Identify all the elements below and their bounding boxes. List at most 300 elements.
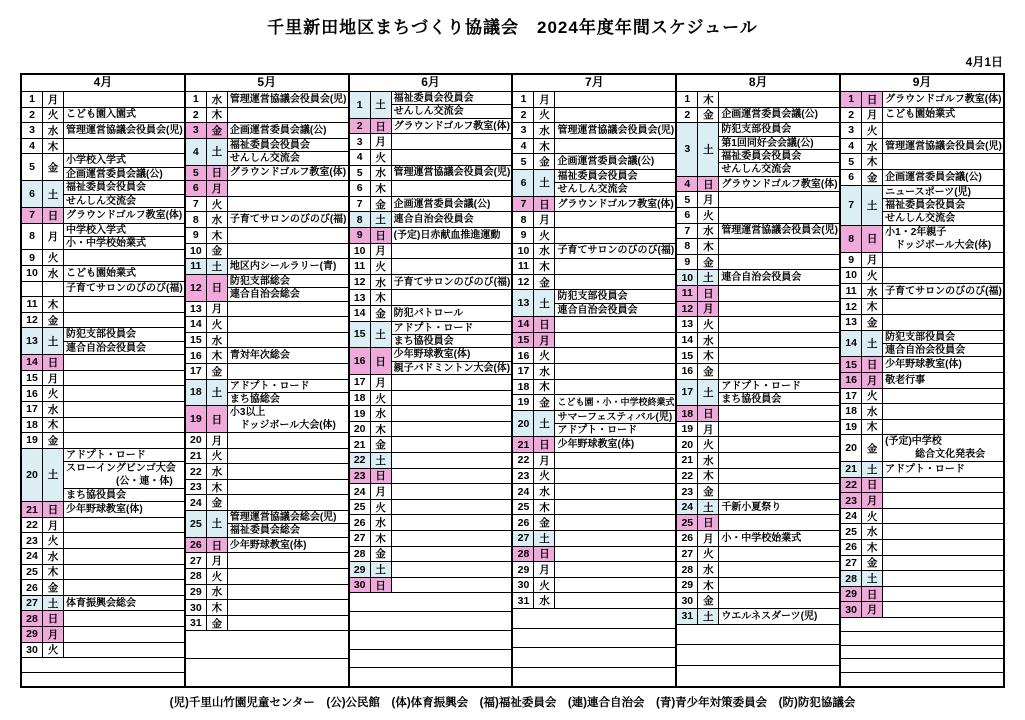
day-number: 14 (350, 306, 371, 321)
weekday: 金 (534, 275, 555, 290)
day-number: 13 (350, 290, 371, 305)
day-number: 19 (841, 420, 862, 435)
event-cell (392, 212, 512, 227)
event-text: 福祉委員会役員会 (66, 182, 146, 194)
event-entry (228, 139, 348, 151)
event-cell (883, 404, 1003, 419)
event-text: 管理運営協議会総会(児) (229, 512, 337, 524)
event-text: 子育てサロンのびのび(福) (393, 276, 511, 288)
weekday: 木 (371, 181, 392, 196)
empty-row (350, 592, 512, 611)
day-number: 25 (186, 511, 207, 537)
day-row (677, 122, 839, 176)
event-text: 子育てサロンのびのび(福) (557, 245, 675, 257)
day-row (350, 133, 512, 149)
day-number: 26 (22, 580, 43, 595)
empty-row (841, 672, 1003, 686)
day-number: 1 (22, 92, 43, 107)
weekday: 木 (207, 480, 228, 495)
day-row (186, 379, 348, 406)
event-text: 福祉委員会総会 (229, 525, 300, 537)
event-entry (228, 348, 348, 363)
event-cell (719, 437, 839, 452)
event-cell (392, 391, 512, 406)
day-number: 10 (186, 244, 207, 259)
event-entry (555, 423, 675, 436)
event-cell (392, 119, 512, 134)
event-text: アドプト・ロード (66, 449, 146, 461)
event-cell (228, 317, 348, 332)
event-text: せんしん交流会 (66, 195, 136, 207)
day-number: 8 (350, 212, 371, 227)
event-entry (228, 275, 348, 287)
day-number: 7 (677, 224, 698, 239)
weekday: 火 (698, 208, 719, 223)
event-entry (719, 392, 839, 405)
event-text: ニュースポーツ(児) (885, 186, 971, 198)
day-row (513, 483, 675, 499)
day-number: 20 (350, 422, 371, 437)
weekday: 土 (698, 123, 719, 176)
day-number: 23 (22, 533, 43, 548)
day-number: 31 (513, 593, 534, 608)
day-row (677, 592, 839, 608)
day-number: 23 (841, 493, 862, 508)
weekday: 火 (207, 449, 228, 464)
event-text: 連合自治会役員会 (66, 342, 146, 354)
weekday: 土 (862, 462, 883, 477)
weekday: 火 (534, 108, 555, 123)
day-row (350, 577, 512, 593)
weekday: 木 (43, 565, 64, 580)
day-row (841, 372, 1003, 388)
event-entry (719, 380, 839, 392)
day-row (677, 436, 839, 452)
event-entry (64, 449, 184, 462)
day-row (841, 555, 1003, 571)
weekday: 土 (862, 571, 883, 586)
empty-row (841, 617, 1003, 631)
day-row (186, 599, 348, 615)
event-cell (555, 108, 675, 123)
weekday: 金 (862, 315, 883, 330)
event-text: 体育振興会総会 (66, 597, 136, 609)
event-text: アドプト・ロード (393, 322, 474, 334)
day-number: 9 (350, 228, 371, 243)
day-number: 27 (22, 596, 43, 611)
day-row (22, 401, 184, 417)
event-cell (883, 170, 1003, 185)
event-cell (64, 433, 184, 448)
event-cell (719, 123, 839, 176)
event-entry (64, 123, 184, 138)
event-text: ドッジボール大会(体) (885, 239, 992, 251)
weekday: 火 (207, 197, 228, 212)
day-row (677, 107, 839, 123)
weekday: 火 (43, 108, 64, 123)
weekday: 木 (698, 348, 719, 363)
day-row (677, 207, 839, 223)
day-number: 26 (513, 515, 534, 530)
day-row (677, 191, 839, 207)
event-cell (228, 406, 348, 432)
event-text: ドッジボール大会(体) (229, 420, 336, 432)
event-entry (555, 437, 675, 452)
event-cell (883, 540, 1003, 555)
event-cell (719, 177, 839, 192)
event-entry (719, 123, 839, 135)
event-text: 子育てサロンのびのび(福) (229, 214, 347, 226)
empty-row (350, 649, 512, 668)
event-cell (555, 437, 675, 452)
day-number: 18 (513, 380, 534, 395)
day-row (22, 432, 184, 448)
event-cell (64, 580, 184, 595)
event-cell (228, 212, 348, 227)
weekday: 金 (698, 484, 719, 499)
event-cell (228, 181, 348, 196)
event-entry (883, 373, 1003, 388)
weekday: 水 (534, 364, 555, 379)
event-cell (392, 244, 512, 259)
event-cell (392, 547, 512, 562)
weekday: 金 (698, 364, 719, 379)
weekday: 日 (43, 502, 64, 517)
day-number: 31 (186, 616, 207, 631)
day-row (841, 403, 1003, 419)
month-header: 6月 (421, 75, 440, 89)
day-number: 25 (841, 524, 862, 539)
event-text: グラウンドゴルフ教室(体) (885, 93, 1002, 105)
weekday: 月 (698, 531, 719, 546)
event-entry (392, 228, 512, 243)
weekday: 金 (207, 616, 228, 631)
weekday: 金 (207, 244, 228, 259)
event-entry (228, 212, 348, 227)
day-row (22, 532, 184, 548)
event-entry (883, 331, 1003, 343)
event-cell (883, 602, 1003, 617)
day-number: 24 (513, 484, 534, 499)
event-cell (883, 435, 1003, 461)
day-number: 24 (186, 495, 207, 510)
weekday: 火 (698, 547, 719, 562)
day-row (513, 452, 675, 468)
day-number: 17 (841, 389, 862, 404)
event-cell (719, 317, 839, 332)
event-cell (228, 380, 348, 406)
event-text: 企画運営委員会議(公) (229, 124, 327, 136)
day-row (22, 265, 184, 281)
day-row (513, 363, 675, 379)
event-text: 子育てサロンのびのび(福) (885, 285, 1002, 297)
event-cell (64, 518, 184, 533)
event-text: こども園入園式 (66, 109, 136, 121)
weekday: 木 (534, 500, 555, 515)
day-number: 22 (22, 518, 43, 533)
event-entry (64, 181, 184, 193)
event-cell (392, 531, 512, 546)
day-row (677, 514, 839, 530)
day-row (841, 330, 1003, 357)
weekday: 月 (371, 134, 392, 149)
day-number: 26 (677, 531, 698, 546)
event-text: スローイングビンゴ大会 (66, 463, 176, 475)
day-row (513, 379, 675, 395)
weekday: 日 (371, 348, 392, 374)
day-row (186, 316, 348, 332)
event-cell (555, 395, 675, 410)
day-number: 7 (186, 197, 207, 212)
day-number: 29 (513, 562, 534, 577)
event-cell (883, 139, 1003, 154)
weekday: 日 (43, 611, 64, 626)
weekday: 水 (862, 404, 883, 419)
day-number: 29 (350, 562, 371, 577)
event-cell (392, 453, 512, 468)
event-cell (555, 244, 675, 259)
day-number: 4 (841, 139, 862, 154)
day-number: 18 (22, 418, 43, 433)
day-number: 27 (186, 553, 207, 568)
day-row (186, 494, 348, 510)
day-row (677, 608, 839, 624)
event-cell (64, 402, 184, 417)
event-text: 防犯支部総会 (229, 275, 290, 287)
event-entry (228, 166, 348, 181)
empty-row (513, 667, 675, 687)
day-row (513, 592, 675, 608)
day-row (677, 530, 839, 546)
weekday: 木 (43, 139, 64, 154)
day-number: 1 (841, 92, 862, 107)
weekday: 金 (862, 435, 883, 461)
event-cell (719, 609, 839, 624)
day-row (22, 180, 184, 207)
day-number: 24 (841, 509, 862, 524)
event-cell (392, 197, 512, 212)
day-number: 27 (841, 556, 862, 571)
day-number: 9 (841, 253, 862, 268)
empty-row (186, 630, 348, 658)
day-number: 16 (22, 386, 43, 401)
day-number: 6 (186, 181, 207, 196)
day-number: 21 (513, 437, 534, 452)
day-number: 4 (22, 139, 43, 154)
day-number: 7 (22, 208, 43, 223)
weekday: 火 (207, 317, 228, 332)
weekday: 木 (43, 418, 64, 433)
event-cell (64, 371, 184, 386)
day-row (350, 452, 512, 468)
event-entry (555, 244, 675, 259)
empty-row (677, 624, 839, 645)
event-entry (228, 380, 348, 392)
weekday: 月 (862, 253, 883, 268)
weekday: 水 (534, 593, 555, 608)
event-entry (392, 306, 512, 321)
day-number: 7 (841, 186, 862, 225)
day-number: 12 (186, 275, 207, 301)
event-entry (883, 170, 1003, 185)
day-number: 5 (841, 154, 862, 169)
day-row (350, 390, 512, 406)
weekday: 月 (862, 493, 883, 508)
event-cell (883, 389, 1003, 404)
event-entry (64, 502, 184, 517)
day-number: 5 (186, 166, 207, 181)
event-text: グラウンドゴルフ教室(体) (393, 120, 510, 132)
event-cell (64, 449, 184, 502)
weekday: 木 (371, 290, 392, 305)
event-cell (392, 578, 512, 593)
event-text: 防犯支部役員会 (557, 291, 628, 303)
day-number: 14 (513, 317, 534, 332)
weekday: 金 (43, 580, 64, 595)
weekday: 水 (862, 524, 883, 539)
event-text: 小3以上 (229, 407, 266, 419)
day-row (841, 523, 1003, 539)
day-row (677, 332, 839, 348)
event-cell (228, 538, 348, 553)
day-number: 26 (350, 515, 371, 530)
day-row (350, 483, 512, 499)
event-text: まち協役員会 (721, 393, 782, 405)
month-column-9 (841, 75, 1003, 686)
day-row (841, 539, 1003, 555)
event-cell (555, 484, 675, 499)
event-cell (555, 275, 675, 290)
weekday: 火 (43, 643, 64, 658)
weekday: 日 (862, 357, 883, 372)
weekday: 土 (534, 411, 555, 437)
day-number: 28 (350, 547, 371, 562)
event-cell (228, 495, 348, 510)
weekday: 月 (371, 375, 392, 390)
event-entry (719, 609, 839, 624)
weekday: 火 (43, 250, 64, 265)
day-number: 15 (841, 357, 862, 372)
weekday: 水 (43, 402, 64, 417)
event-cell (555, 197, 675, 212)
event-cell (555, 562, 675, 577)
day-row (186, 91, 348, 107)
weekday: 火 (862, 389, 883, 404)
event-cell (719, 453, 839, 468)
event-cell (555, 380, 675, 395)
event-text: ウエルネスダーツ(児) (721, 610, 818, 622)
weekday: 木 (207, 108, 228, 123)
weekday: 日 (862, 478, 883, 493)
event-text: 企画運営委員会議(公) (557, 156, 655, 168)
weekday: 月 (862, 108, 883, 123)
day-number: 15 (513, 333, 534, 348)
day-row (841, 267, 1003, 283)
event-cell (228, 511, 348, 537)
event-entry (228, 392, 348, 405)
event-cell (883, 357, 1003, 372)
issue-date: 4月1日 (965, 55, 1003, 69)
day-number: 24 (350, 484, 371, 499)
weekday: 木 (862, 420, 883, 435)
event-text: 親子バドミントン大会(体) (393, 362, 511, 374)
event-entry (64, 154, 184, 166)
day-number: 5 (677, 192, 698, 207)
day-number: 23 (350, 469, 371, 484)
day-number: 8 (22, 224, 43, 250)
event-cell (555, 578, 675, 593)
weekday: 日 (862, 92, 883, 107)
event-cell (392, 348, 512, 374)
event-cell (64, 502, 184, 517)
weekday: 金 (207, 495, 228, 510)
event-text: せんしん交流会 (557, 184, 628, 196)
day-row (513, 436, 675, 452)
day-row (841, 461, 1003, 477)
day-row (513, 122, 675, 138)
day-row (186, 211, 348, 227)
day-number: 10 (677, 270, 698, 285)
weekday: 土 (371, 212, 392, 227)
day-row (186, 107, 348, 123)
event-text: 小・中学校始業式 (66, 237, 146, 249)
day-number: 20 (841, 435, 862, 461)
event-text: せんしん交流会 (721, 164, 792, 176)
day-row (350, 530, 512, 546)
day-row (513, 169, 675, 196)
event-cell (719, 380, 839, 406)
day-row (841, 388, 1003, 404)
day-number: 14 (841, 331, 862, 357)
event-cell (392, 484, 512, 499)
event-text: まち協総会 (229, 393, 280, 405)
event-cell (64, 139, 184, 154)
event-cell (719, 578, 839, 593)
day-row (841, 252, 1003, 268)
day-row (677, 405, 839, 421)
day-row (841, 122, 1003, 138)
day-row (22, 448, 184, 502)
weekday: 日 (371, 119, 392, 134)
day-number: 14 (22, 355, 43, 370)
weekday: 木 (862, 154, 883, 169)
event-cell (883, 226, 1003, 252)
event-cell (392, 422, 512, 437)
day-number: 30 (841, 602, 862, 617)
day-row (22, 312, 184, 328)
day-row (350, 405, 512, 421)
weekday: 火 (43, 533, 64, 548)
event-entry (719, 149, 839, 162)
event-cell (719, 484, 839, 499)
weekday: 月 (698, 422, 719, 437)
event-text: (公・連・体) (66, 475, 173, 487)
event-cell (719, 531, 839, 546)
event-cell (555, 453, 675, 468)
weekday: 水 (534, 123, 555, 138)
weekday: 土 (207, 139, 228, 165)
day-row (186, 479, 348, 495)
event-cell (392, 166, 512, 181)
event-entry (64, 208, 184, 223)
weekday: 水 (43, 266, 64, 281)
event-cell (64, 355, 184, 370)
event-cell (555, 593, 675, 608)
event-entry (228, 151, 348, 164)
event-text: アドプト・ロード (885, 463, 965, 475)
day-number: 6 (350, 181, 371, 196)
day-number: 24 (22, 549, 43, 564)
